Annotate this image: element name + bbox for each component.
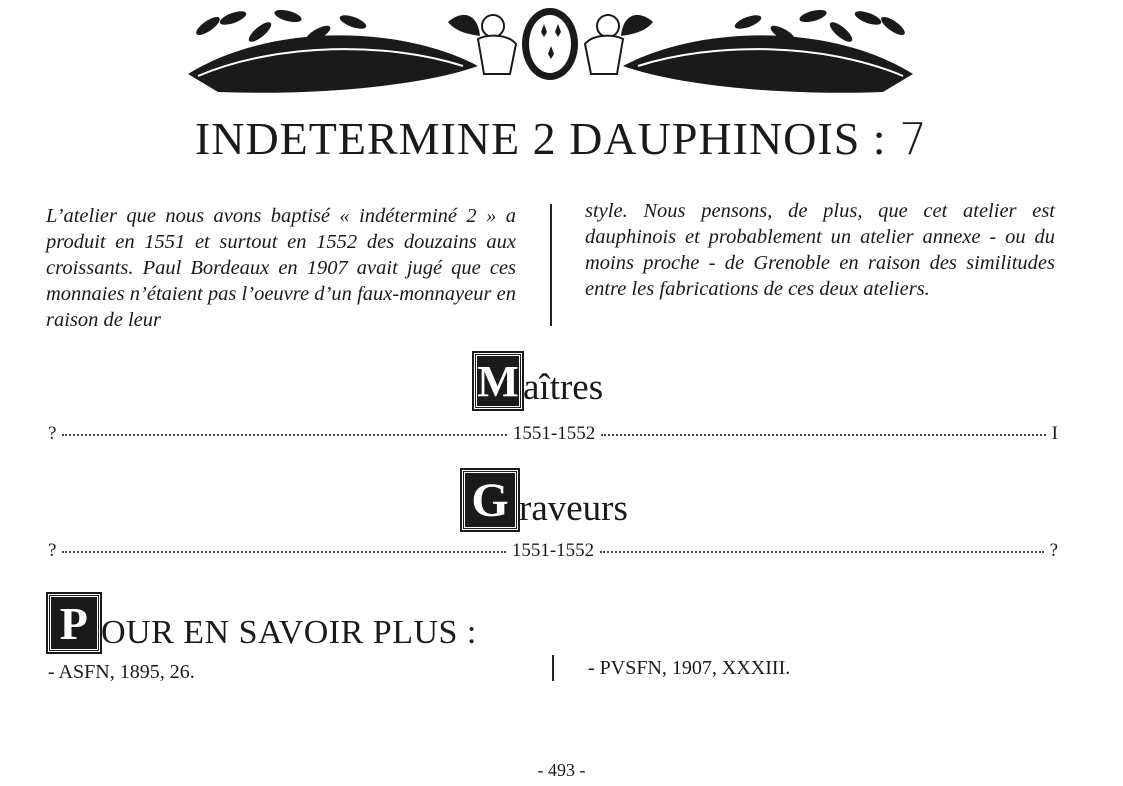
dropcap-m: M: [474, 353, 522, 409]
dot-leader: [62, 434, 506, 436]
section-heading-text: aîtres: [523, 367, 604, 408]
dropcap-g: G: [462, 470, 518, 530]
dot-leader: [62, 551, 505, 553]
dot-leader: [600, 551, 1043, 553]
title-text: INDETERMINE 2 DAUPHINOIS :: [194, 113, 887, 164]
maitres-dates: 1551-1552: [512, 423, 596, 444]
column-divider: [550, 204, 552, 326]
header-ornament: [178, 4, 923, 96]
graveurs-dates: 1551-1552: [511, 540, 595, 561]
intro-left-column: L’atelier que nous avons baptisé « indéterminé 2 » a produit en 1551 et surtout en 1552 des douzains aux croissants. Paul Bordeaux en 1907 avait jugé que ces monnaies n’étaient pas l’oeuvre d’un faux-monnayeur en raison de leur: [46, 205, 516, 331]
column-divider: [552, 655, 554, 681]
bibliography-item: - PVSFN, 1907, XXXIII.: [588, 657, 791, 679]
maitres-name: ?: [48, 423, 57, 444]
dot-leader: [601, 434, 1045, 436]
graveurs-mark: ?: [1049, 540, 1059, 561]
dropcap-p: P: [48, 594, 100, 652]
fleur-de-lis-crest-icon: [178, 4, 923, 96]
title-number: 7: [899, 114, 929, 165]
intro-right-column: style. Nous pensons, de plus, que cet atelier est dauphinois et probablement un atelier annexe - ou du moins proche - de Grenoble en raison des similitudes entre les fabrications de ces deux ateliers.: [585, 200, 1055, 300]
maitres-row: [48, 423, 1058, 445]
section-heading-text: raveurs: [519, 488, 628, 529]
section-heading-maitres: [474, 353, 603, 409]
page-number: - 493 -: [537, 760, 586, 780]
page-title: [0, 112, 1123, 165]
graveurs-name: ?: [48, 540, 57, 561]
section-heading-graveurs: [462, 470, 628, 530]
maitres-mark: I: [1051, 423, 1058, 444]
section-heading-further-reading: [48, 594, 477, 652]
graveurs-row: [48, 540, 1058, 562]
section-heading-text: OUR EN SAVOIR PLUS :: [101, 614, 477, 651]
bibliography-item: - ASFN, 1895, 26.: [48, 661, 195, 683]
